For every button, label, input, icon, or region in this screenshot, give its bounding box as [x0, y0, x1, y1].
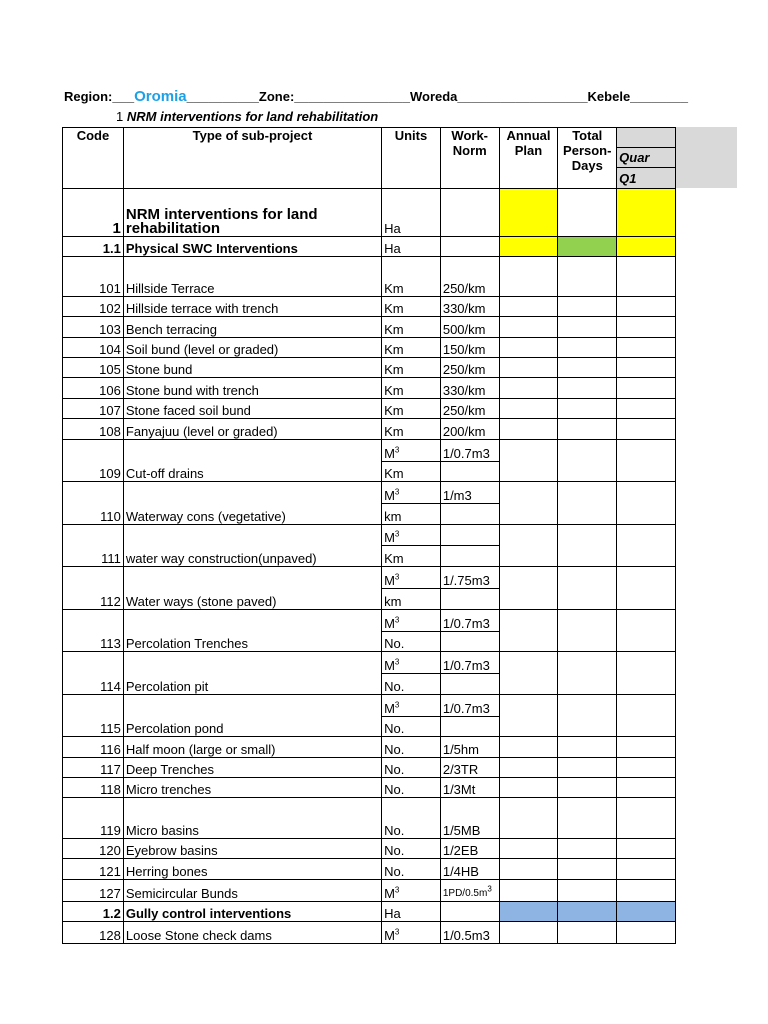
q1-cell[interactable]	[617, 902, 676, 922]
row-norm: 1/0.7m3	[440, 440, 499, 462]
annual-plan-cell[interactable]	[499, 419, 558, 440]
total-cell[interactable]	[558, 922, 617, 944]
row-code: 114	[63, 652, 124, 695]
row-code: 102	[63, 297, 124, 317]
section-units: Ha	[382, 237, 441, 257]
table-row	[63, 798, 676, 839]
row-norm: 1/.75m3	[440, 567, 499, 589]
q1-cell[interactable]	[617, 695, 676, 737]
row-norm: 1/4HB	[440, 859, 499, 880]
section-title: Gully control interventions	[123, 902, 381, 922]
total-cell[interactable]	[558, 839, 617, 859]
table-row	[63, 567, 676, 589]
q1-cell[interactable]	[617, 358, 676, 378]
row-code: 105	[63, 358, 124, 378]
q1-cell[interactable]	[617, 399, 676, 419]
row-name: Percolation Trenches	[123, 610, 381, 652]
row-name: Soil bund (level or graded)	[123, 338, 381, 358]
total-cell[interactable]	[558, 419, 617, 440]
table-row	[63, 839, 676, 859]
q1-cell[interactable]	[617, 257, 676, 297]
row-name: Cut-off drains	[123, 440, 381, 482]
annual-plan-cell[interactable]	[499, 652, 558, 695]
total-cell[interactable]	[558, 257, 617, 297]
row-units: Km	[382, 462, 441, 482]
row-norm: 1/3Mt	[440, 778, 499, 798]
annual-plan-cell[interactable]	[499, 297, 558, 317]
row-code: 128	[63, 922, 124, 944]
section-code: 1.2	[63, 902, 124, 922]
total-cell[interactable]	[558, 338, 617, 358]
table-row	[63, 859, 676, 880]
total-cell[interactable]	[558, 859, 617, 880]
row-units: No.	[382, 798, 441, 839]
section-title: Physical SWC Interventions	[123, 237, 381, 257]
row-name: Percolation pond	[123, 695, 381, 737]
annual-plan-cell[interactable]	[499, 839, 558, 859]
table-row	[63, 695, 676, 717]
annual-plan-cell[interactable]	[499, 440, 558, 482]
q1-cell[interactable]	[617, 610, 676, 652]
row-name: Eyebrow basins	[123, 839, 381, 859]
row-name: Deep Trenches	[123, 758, 381, 778]
annual-plan-cell[interactable]	[499, 257, 558, 297]
row-code: 104	[63, 338, 124, 358]
row-units: km	[382, 589, 441, 610]
table-row	[63, 358, 676, 378]
total-cell[interactable]	[558, 610, 617, 652]
region-label: Region:___	[64, 89, 135, 104]
section-subtitle	[116, 109, 378, 124]
row-code: 111	[63, 525, 124, 567]
q1-cell[interactable]	[617, 922, 676, 944]
table-row	[63, 378, 676, 399]
row-units: No.	[382, 674, 441, 695]
total-cell[interactable]	[558, 440, 617, 482]
q1-cell[interactable]	[617, 880, 676, 902]
q1-cell[interactable]	[617, 778, 676, 798]
row-units: No.	[382, 737, 441, 758]
row-norm: 1/0.5m3	[440, 922, 499, 944]
total-cell[interactable]	[558, 778, 617, 798]
q1-cell[interactable]	[617, 798, 676, 839]
q1-cell[interactable]	[617, 237, 676, 257]
table-row	[63, 758, 676, 778]
row-norm: $1PD/0.5m^3$	[440, 880, 499, 902]
row-units: $M^3$	[382, 880, 441, 902]
q1-cell[interactable]	[617, 378, 676, 399]
row-code: 109	[63, 440, 124, 482]
row-norm: 1/2EB	[440, 839, 499, 859]
q1-cell[interactable]	[617, 859, 676, 880]
row-units: No.	[382, 632, 441, 652]
annual-plan-cell[interactable]	[499, 317, 558, 338]
row-name: Half moon (large or small)	[123, 737, 381, 758]
total-cell[interactable]	[558, 525, 617, 567]
row-units: Km	[382, 419, 441, 440]
table-row	[63, 297, 676, 317]
annual-plan-cell[interactable]	[499, 482, 558, 525]
row-units: No.	[382, 778, 441, 798]
row-norm: 500/km	[440, 317, 499, 338]
row-units: $M^3$	[382, 652, 441, 674]
row-norm: 1/0.7m3	[440, 610, 499, 632]
q1-cell[interactable]	[617, 758, 676, 778]
row-name: Percolation pit	[123, 652, 381, 695]
q1-cell[interactable]	[617, 440, 676, 482]
row-code: 115	[63, 695, 124, 737]
total-cell[interactable]	[558, 567, 617, 610]
annual-plan-cell[interactable]	[499, 567, 558, 610]
plan-table	[62, 127, 676, 944]
col-header-quarter: Quar	[617, 148, 676, 168]
row-norm: 250/km	[440, 399, 499, 419]
annual-plan-cell[interactable]	[499, 610, 558, 652]
annual-plan-cell[interactable]	[499, 358, 558, 378]
annual-plan-cell[interactable]	[499, 798, 558, 839]
row-norm: 2/3TR	[440, 758, 499, 778]
row-name: Loose Stone check dams	[123, 922, 381, 944]
row-units: Km	[382, 297, 441, 317]
annual-plan-cell[interactable]	[499, 902, 558, 922]
q1-cell[interactable]	[617, 317, 676, 338]
row-units: Km	[382, 399, 441, 419]
annual-plan-cell[interactable]	[499, 399, 558, 419]
col-header-code: Code	[63, 128, 124, 189]
q1-cell[interactable]	[617, 525, 676, 567]
row-norm: 200/km	[440, 419, 499, 440]
table-row	[63, 737, 676, 758]
total-cell[interactable]	[558, 880, 617, 902]
row-norm: 250/km	[440, 257, 499, 297]
row-code: 107	[63, 399, 124, 419]
col-header-type: Type of sub-project	[123, 128, 381, 189]
annual-plan-cell[interactable]	[499, 237, 558, 257]
q1-cell[interactable]	[617, 189, 676, 237]
row-units: Km	[382, 317, 441, 338]
row-units: $M^3$	[382, 610, 441, 632]
table-row	[63, 482, 676, 504]
total-cell[interactable]	[558, 237, 617, 257]
row-code: 119	[63, 798, 124, 839]
row-units: $M^3$	[382, 567, 441, 589]
total-cell[interactable]	[558, 652, 617, 695]
row-code: 121	[63, 859, 124, 880]
table-row	[63, 610, 676, 632]
form-header	[64, 88, 688, 105]
row-norm: 1/5hm	[440, 737, 499, 758]
row-code: 118	[63, 778, 124, 798]
row-norm: 1/5MB	[440, 798, 499, 839]
col-header-total-person-days: Total Person-Days	[558, 128, 617, 189]
row-units: No.	[382, 839, 441, 859]
section-units: Ha	[382, 902, 441, 922]
row-name: Stone bund	[123, 358, 381, 378]
total-cell[interactable]	[558, 737, 617, 758]
table-row	[63, 257, 676, 297]
row-units: $M^3$	[382, 440, 441, 462]
total-cell[interactable]	[558, 758, 617, 778]
row-code: 120	[63, 839, 124, 859]
table-row	[63, 525, 676, 546]
table-row	[63, 922, 676, 944]
total-cell[interactable]	[558, 189, 617, 237]
row-code: 106	[63, 378, 124, 399]
total-cell[interactable]	[558, 297, 617, 317]
section-row-1-2	[63, 902, 676, 922]
row-name: Semicircular Bunds	[123, 880, 381, 902]
table-row	[63, 419, 676, 440]
row-units: Km	[382, 378, 441, 399]
q1-cell[interactable]	[617, 567, 676, 610]
row-name: Hillside terrace with trench	[123, 297, 381, 317]
q1-cell[interactable]	[617, 652, 676, 695]
row-units: Km	[382, 358, 441, 378]
row-code: 127	[63, 880, 124, 902]
section-code: 1.1	[63, 237, 124, 257]
row-norm: 330/km	[440, 378, 499, 399]
row-name: Water ways (stone paved)	[123, 567, 381, 610]
row-units: $M^3$	[382, 922, 441, 944]
row-name: Stone bund with trench	[123, 378, 381, 399]
row-norm: 1/m3	[440, 482, 499, 504]
annual-plan-cell[interactable]	[499, 695, 558, 737]
table-row	[63, 317, 676, 338]
total-cell[interactable]	[558, 399, 617, 419]
section-title: NRM interventions for land rehabilitation	[123, 189, 381, 237]
row-units: No.	[382, 859, 441, 880]
row-norm: 150/km	[440, 338, 499, 358]
row-code: 117	[63, 758, 124, 778]
section-units: Ha	[382, 189, 441, 237]
table-row	[63, 399, 676, 419]
table-row	[63, 880, 676, 902]
annual-plan-cell[interactable]	[499, 338, 558, 358]
annual-plan-cell[interactable]	[499, 758, 558, 778]
woreda-label: Woreda__________________	[409, 89, 588, 104]
q1-cell[interactable]	[617, 338, 676, 358]
annual-plan-cell[interactable]	[499, 778, 558, 798]
total-cell[interactable]	[558, 378, 617, 399]
q1-cell[interactable]	[617, 737, 676, 758]
table-row	[63, 440, 676, 462]
row-name: Micro basins	[123, 798, 381, 839]
row-units: $M^3$	[382, 695, 441, 717]
section-row-1-1	[63, 237, 676, 257]
row-units: $M^3$	[382, 525, 441, 546]
subtitle-number: 1	[116, 109, 124, 124]
row-name: Stone faced soil bund	[123, 399, 381, 419]
row-code: 113	[63, 610, 124, 652]
table-row	[63, 338, 676, 358]
subtitle-text: NRM interventions for land rehabilitation	[126, 109, 379, 124]
annual-plan-cell[interactable]	[499, 737, 558, 758]
row-norm: 1/0.7m3	[440, 695, 499, 717]
annual-plan-cell[interactable]	[499, 859, 558, 880]
row-units: $M^3$	[382, 482, 441, 504]
q1-cell[interactable]	[617, 839, 676, 859]
row-name: Herring bones	[123, 859, 381, 880]
section-code: 1	[63, 189, 124, 237]
row-code: 116	[63, 737, 124, 758]
total-cell[interactable]	[558, 798, 617, 839]
col-header-annual-plan: Annual Plan	[499, 128, 558, 189]
total-cell[interactable]	[558, 902, 617, 922]
annual-plan-cell[interactable]	[499, 922, 558, 944]
row-units: Km	[382, 257, 441, 297]
zone-label: __________Zone:________________	[186, 89, 410, 104]
row-units: No.	[382, 758, 441, 778]
annual-plan-cell[interactable]	[499, 525, 558, 567]
table-row	[63, 652, 676, 674]
annual-plan-cell[interactable]	[499, 378, 558, 399]
row-code: 112	[63, 567, 124, 610]
col-header-work-norm: Work-Norm	[440, 128, 499, 189]
row-units: Km	[382, 546, 441, 567]
col-header-quarter-blank	[617, 128, 676, 148]
annual-plan-cell[interactable]	[499, 880, 558, 902]
row-units: Km	[382, 338, 441, 358]
row-name: Hillside Terrace	[123, 257, 381, 297]
row-code: 110	[63, 482, 124, 525]
quarter-header-overhang	[676, 127, 737, 188]
row-code: 103	[63, 317, 124, 338]
row-name: water way construction(unpaved)	[123, 525, 381, 567]
total-cell[interactable]	[558, 482, 617, 525]
row-code: 108	[63, 419, 124, 440]
row-name: Micro trenches	[123, 778, 381, 798]
row-code: 101	[63, 257, 124, 297]
annual-plan-cell[interactable]	[499, 189, 558, 237]
region-value: Oromia	[134, 88, 187, 105]
row-norm: 330/km	[440, 297, 499, 317]
row-norm: 250/km	[440, 358, 499, 378]
kebele-label: Kebele________	[587, 89, 689, 104]
col-header-units: Units	[382, 128, 441, 189]
row-units: km	[382, 504, 441, 525]
total-cell[interactable]	[558, 358, 617, 378]
row-norm: 1/0.7m3	[440, 652, 499, 674]
q1-cell[interactable]	[617, 419, 676, 440]
total-cell[interactable]	[558, 317, 617, 338]
q1-cell[interactable]	[617, 297, 676, 317]
row-name: Fanyajuu (level or graded)	[123, 419, 381, 440]
table-row	[63, 778, 676, 798]
row-name: Waterway cons (vegetative)	[123, 482, 381, 525]
q1-cell[interactable]	[617, 482, 676, 525]
section-row-1	[63, 189, 676, 237]
col-header-q1: Q1	[617, 168, 676, 189]
row-name: Bench terracing	[123, 317, 381, 338]
row-norm	[440, 525, 499, 546]
total-cell[interactable]	[558, 695, 617, 737]
row-units: No.	[382, 717, 441, 737]
